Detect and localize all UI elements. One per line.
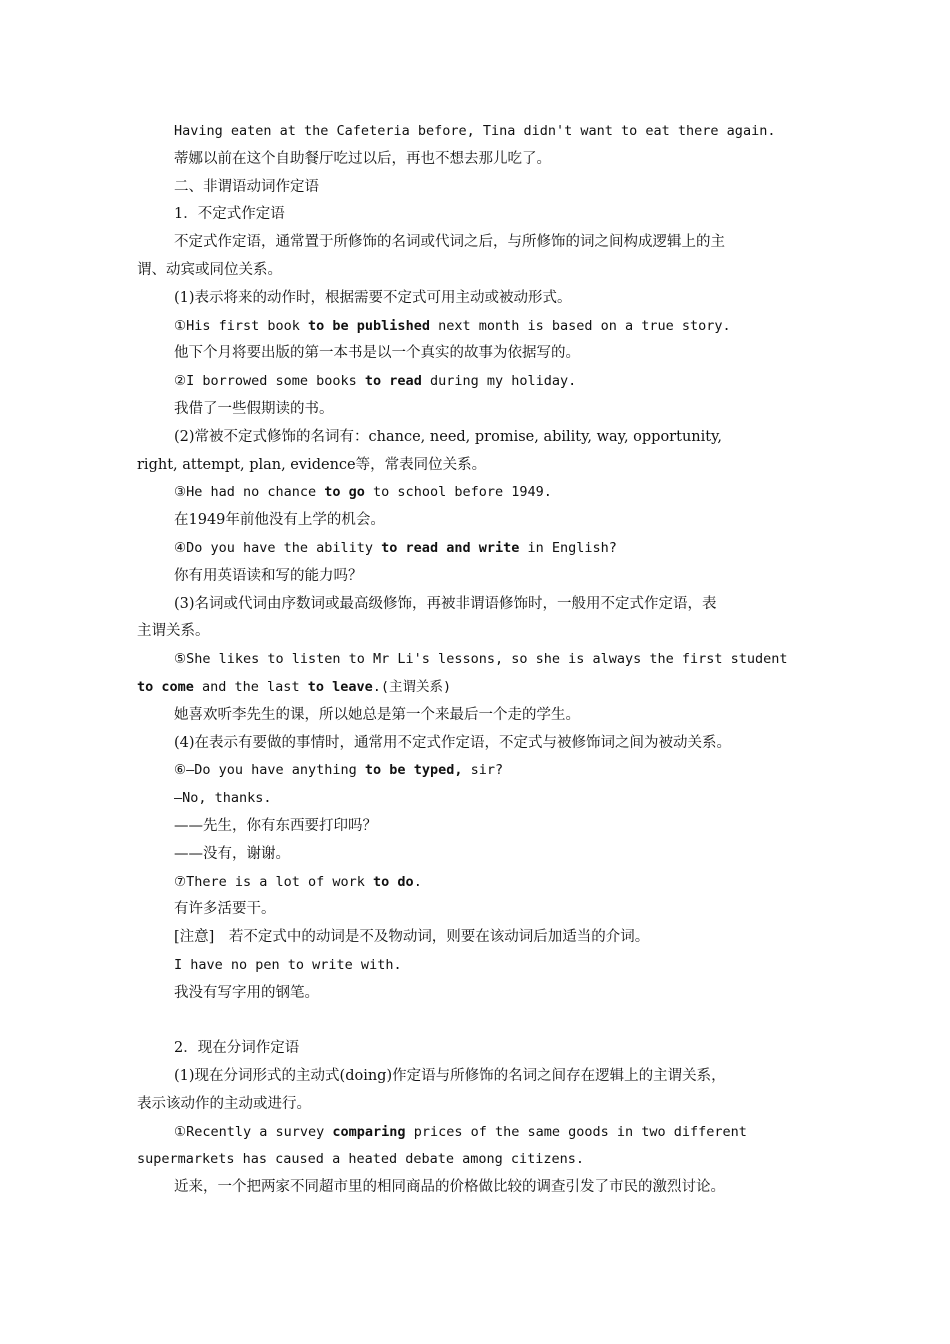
- highlight-phrase: to come: [137, 678, 194, 695]
- rule-item: (1)现在分词形式的主动式(doing)作定语与所修饰的名词之间存在逻辑上的主谓关系，: [174, 1068, 726, 1085]
- example-sentence-continued: [137, 674, 814, 702]
- subsection-heading: 2．现在分词作定语: [174, 1040, 300, 1057]
- example-sentence: [137, 368, 814, 396]
- translation: 有许多活要干。: [174, 901, 276, 918]
- paragraph-line: 谓、动宾或同位关系。: [137, 261, 282, 278]
- translation: 她喜欢听李先生的课，所以她总是第一个来最后一个走的学生。: [174, 706, 580, 723]
- translation: 蒂娜以前在这个自助餐厅吃过以后，再也不想去那儿吃了。: [174, 150, 551, 167]
- translation: 你有用英语读和写的能力吗？: [174, 567, 363, 584]
- sentence-text: in English?: [519, 539, 617, 556]
- document-page: [137, 118, 814, 1202]
- sentence-text: ③He had no chance: [174, 484, 325, 501]
- highlight-phrase: to be published: [308, 317, 430, 334]
- highlight-phrase: to leave: [307, 678, 373, 695]
- sentence-text: ⑦There is a lot of work: [174, 873, 374, 890]
- sentence-text: next month is based on a true story.: [429, 317, 731, 334]
- rule-item-continued: 主谓关系。: [137, 623, 210, 640]
- paragraph-line: 不定式作定语，通常置于所修饰的名词或代词之后，与所修饰的词之间构成逻辑上的主: [174, 234, 725, 251]
- rule-item: (3)名词或代词由序数词或最高级修饰，再被非谓语修饰时，一般用不定式作定语，表: [174, 595, 717, 612]
- rule-item: (1)表示将来的动作时，根据需要不定式可用主动或被动形式。: [174, 289, 572, 306]
- rule-item-continued: 表示该动作的主动或进行。: [137, 1095, 311, 1112]
- example-sentence: [137, 757, 814, 785]
- translation: ——先生，你有东西要打印吗？: [174, 817, 377, 834]
- note: [注意] 若不定式中的动词是不及物动词，则要在该动词后加适当的介词。: [174, 929, 650, 946]
- section-heading: 二、非谓语动词作定语: [174, 178, 319, 195]
- highlight-phrase: to go: [324, 484, 365, 501]
- highlight-phrase: to read: [364, 373, 422, 390]
- highlight-phrase: comparing: [332, 1123, 406, 1140]
- translation: 我没有写字用的钢笔。: [174, 984, 319, 1001]
- sentence-text: sir?: [462, 762, 504, 779]
- sentence-text: during my holiday.: [421, 373, 577, 390]
- translation: 我借了一些假期读的书。: [174, 400, 334, 417]
- example-sentence: I have no pen to write with.: [174, 956, 402, 973]
- highlight-phrase: to do: [373, 873, 414, 890]
- highlight-phrase: to be typed,: [364, 762, 463, 779]
- sentence-text: .(主谓关系): [372, 678, 452, 695]
- sentence-text: ④Do you have the ability: [174, 539, 382, 556]
- example-sentence: Having eaten at the Cafeteria before, Tina didn't want to eat there again.: [174, 123, 776, 139]
- rule-item: (4)在表示有要做的事情时，通常用不定式作定语，不定式与被修饰词之间为被动关系。: [174, 734, 732, 751]
- example-sentence: ⑤She likes to listen to Mr Li's lessons, so she is always the first student: [174, 651, 788, 668]
- example-sentence: [137, 479, 814, 507]
- sentence-text: ①His first book: [174, 317, 309, 334]
- example-sentence: [137, 869, 814, 897]
- rule-item-continued: right, attempt, plan, evidence等，常表同位关系。: [137, 456, 487, 473]
- example-sentence: [137, 535, 814, 563]
- example-sentence: —No, thanks.: [174, 790, 272, 807]
- translation: 他下个月将要出版的第一本书是以一个真实的故事为依据写的。: [174, 345, 580, 362]
- example-sentence-continued: supermarkets has caused a heated debate among citizens.: [137, 1151, 585, 1168]
- sentence-text: ②I borrowed some books: [174, 373, 365, 390]
- translation: 在1949年前他没有上学的机会。: [174, 512, 385, 529]
- sentence-text: ⑥—Do you have anything: [174, 762, 365, 779]
- example-sentence: [137, 313, 814, 341]
- sentence-text: and the last: [193, 678, 308, 695]
- sentence-text: prices of the same goods in two different: [405, 1123, 747, 1140]
- translation: ——没有，谢谢。: [174, 845, 290, 862]
- translation: 近来，一个把两家不同超市里的相同商品的价格做比较的调查引发了市民的激烈讨论。: [174, 1179, 725, 1196]
- blank-line: [137, 1008, 814, 1036]
- sentence-text: to school before 1949.: [364, 484, 552, 501]
- example-sentence: [137, 1119, 814, 1147]
- sentence-text: ①Recently a survey: [174, 1123, 333, 1140]
- highlight-phrase: to read and write: [381, 539, 520, 556]
- rule-item: (2)常被不定式修饰的名词有：chance, need, promise, ability, way, opportunity,: [174, 428, 722, 445]
- sentence-text: .: [413, 873, 422, 890]
- subsection-heading: 1．不定式作定语: [174, 206, 285, 223]
